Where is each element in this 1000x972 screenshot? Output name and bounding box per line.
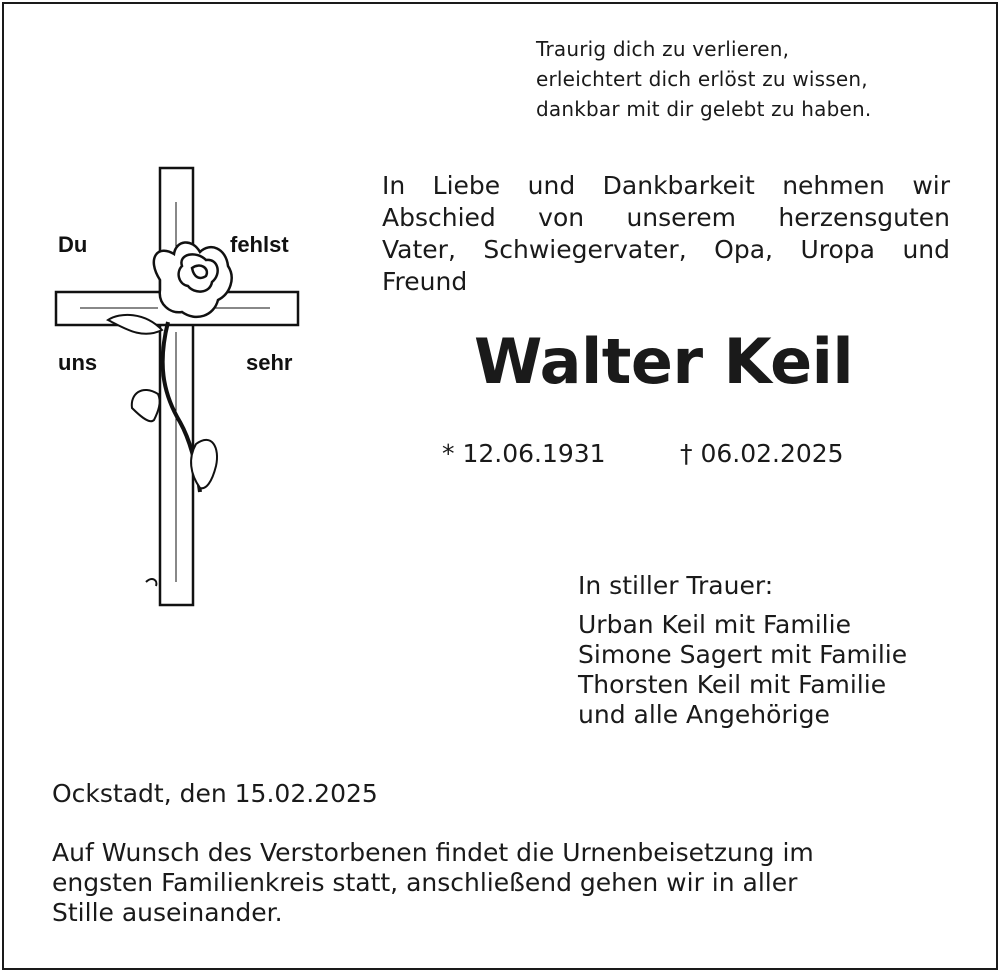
intro-text — [382, 170, 950, 298]
intro-line: In Liebe und Dankbarkeit nehmen wir — [382, 171, 950, 200]
mourner: und alle Angehörige — [578, 700, 830, 729]
cross-word: uns — [58, 350, 98, 375]
poem-line: Traurig dich zu verlieren, — [536, 37, 790, 61]
mourners-list — [578, 610, 907, 730]
intro-line: Abschied von unserem herzensguten — [382, 203, 950, 232]
note-line: Stille auseinander. — [52, 898, 283, 927]
cross-with-rose-icon — [50, 162, 310, 612]
cross-word: Du — [58, 232, 88, 257]
cross-word: sehr — [246, 350, 293, 375]
intro-line: Freund — [382, 267, 468, 296]
mourner: Thorsten Keil mit Familie — [578, 670, 887, 699]
note-line: Auf Wunsch des Verstorbenen findet die Urnenbeisetzung im — [52, 838, 814, 867]
funeral-note — [52, 838, 814, 928]
poem-line: dankbar mit dir gelebt zu haben. — [536, 97, 872, 121]
mourning-heading: In stiller Trauer: — [578, 571, 774, 600]
mourner: Simone Sagert mit Familie — [578, 640, 908, 669]
place-date: Ockstadt, den 15.02.2025 — [52, 779, 378, 808]
note-line: engsten Familienkreis statt, anschließend gehen wir in aller — [52, 868, 798, 897]
cross-word: fehlst — [230, 232, 289, 257]
birth-date: * 12.06.1931 — [442, 439, 606, 468]
deceased-name: Walter Keil — [474, 325, 854, 398]
death-date: † 06.02.2025 — [680, 439, 844, 468]
poem — [536, 34, 871, 124]
mourner: Urban Keil mit Familie — [578, 610, 851, 639]
intro-line: Vater, Schwiegervater, Opa, Uropa und — [382, 235, 950, 264]
poem-line: erleichtert dich erlöst zu wissen, — [536, 67, 868, 91]
